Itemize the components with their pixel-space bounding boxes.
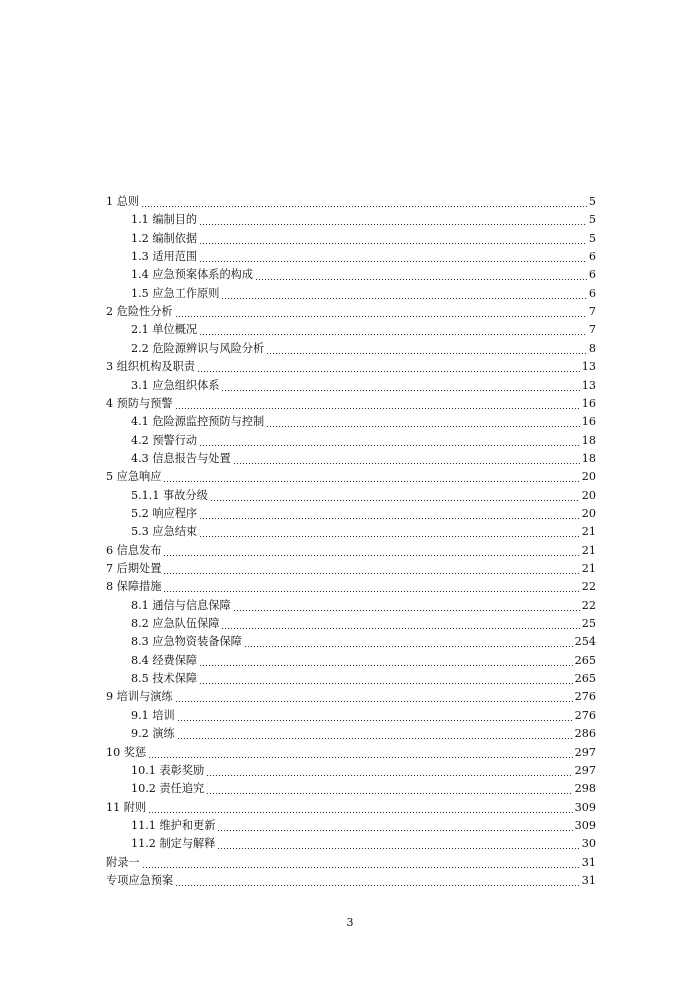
toc-entry-page: 286 <box>573 725 596 743</box>
toc-entry-title: 1.3 适用范围 <box>131 248 199 266</box>
page-number: 3 <box>346 916 354 929</box>
toc-entry-title: 专项应急预案 <box>106 872 175 890</box>
dot-leader <box>266 353 587 354</box>
dot-leader <box>163 481 579 482</box>
toc-entry-page: 13 <box>580 358 596 376</box>
dot-leader <box>148 812 572 813</box>
toc-entry-page: 13 <box>580 377 596 395</box>
toc-entry[interactable] <box>106 542 596 560</box>
toc-entry[interactable] <box>106 358 596 376</box>
toc-entry-page: 5 <box>587 230 596 248</box>
toc-entry-page: 20 <box>580 468 596 486</box>
toc-entry-title: 1.2 编制依据 <box>131 230 199 248</box>
toc-entry-page: 276 <box>573 688 596 706</box>
toc-entry-title: 7 后期处置 <box>106 560 163 578</box>
toc-entry[interactable] <box>131 835 596 853</box>
toc-entry-page: 18 <box>580 450 596 468</box>
toc-entry[interactable] <box>131 413 596 431</box>
toc-entry-title: 附录一 <box>106 854 142 872</box>
dot-leader <box>199 665 573 666</box>
toc-entry-page: 21 <box>580 560 596 578</box>
toc-entry-title: 8 保障措施 <box>106 578 163 596</box>
toc-entry[interactable] <box>106 744 596 762</box>
toc-entry-title: 11.2 制定与解释 <box>131 835 217 853</box>
dot-leader <box>177 720 573 721</box>
toc-entry[interactable] <box>131 633 596 651</box>
toc-entry[interactable] <box>131 211 596 229</box>
toc-entry[interactable] <box>131 285 596 303</box>
dot-leader <box>221 390 579 391</box>
toc-entry-page: 30 <box>580 835 596 853</box>
toc-entry-title: 10.2 责任追究 <box>131 780 206 798</box>
toc-entry-title: 1.1 编制目的 <box>131 211 199 229</box>
toc-entry-page: 21 <box>580 523 596 541</box>
dot-leader <box>233 463 580 464</box>
dot-leader <box>217 848 579 849</box>
toc-entry-title: 3 组织机构及职责 <box>106 358 197 376</box>
dot-leader <box>255 279 587 280</box>
toc-entry-page: 6 <box>587 285 596 303</box>
dot-leader <box>206 793 572 794</box>
toc-entry[interactable] <box>106 468 596 486</box>
toc-entry-title: 5 应急响应 <box>106 468 163 486</box>
toc-entry[interactable] <box>131 266 596 284</box>
toc-entry[interactable] <box>106 578 596 596</box>
toc-entry-title: 10.1 表彰奖励 <box>131 762 206 780</box>
dot-leader <box>233 610 580 611</box>
toc-entry[interactable] <box>106 395 596 413</box>
toc-entry-page: 276 <box>573 707 596 725</box>
dot-leader <box>221 628 579 629</box>
dot-leader <box>175 885 580 886</box>
toc-entry-title: 10 奖惩 <box>106 744 148 762</box>
toc-entry-title: 4.1 危险源监控预防与控制 <box>131 413 266 431</box>
toc-entry-page: 31 <box>580 872 596 890</box>
toc-entry-page: 5 <box>587 211 596 229</box>
dot-leader <box>163 573 579 574</box>
toc-entry-page: 5 <box>587 193 596 211</box>
dot-leader <box>199 445 580 446</box>
toc-entry-page: 297 <box>573 762 596 780</box>
toc-entry[interactable] <box>106 688 596 706</box>
dot-leader <box>244 646 573 647</box>
toc-entry-page: 22 <box>580 597 596 615</box>
toc-entry-page: 16 <box>580 395 596 413</box>
toc-entry[interactable] <box>106 854 596 872</box>
toc-entry[interactable] <box>131 487 596 505</box>
dot-leader <box>177 738 573 739</box>
toc-entry[interactable] <box>106 872 596 890</box>
dot-leader <box>148 757 572 758</box>
toc-entry-page: 20 <box>580 505 596 523</box>
toc-entry[interactable] <box>131 670 596 688</box>
toc-entry-page: 297 <box>573 744 596 762</box>
dot-leader <box>199 224 587 225</box>
dot-leader <box>199 536 580 537</box>
toc-entry-title: 8.3 应急物资装备保障 <box>131 633 244 651</box>
dot-leader <box>175 701 573 702</box>
toc-entry[interactable] <box>131 230 596 248</box>
toc-entry[interactable] <box>131 377 596 395</box>
toc-entry-title: 2.1 单位概况 <box>131 321 199 339</box>
toc-entry-title: 1 总则 <box>106 193 141 211</box>
dot-leader <box>163 591 579 592</box>
toc-entry[interactable] <box>131 340 596 358</box>
dot-leader <box>210 500 580 501</box>
toc-entry-title: 4 预防与预警 <box>106 395 175 413</box>
toc-entry-title: 8.5 技术保障 <box>131 670 199 688</box>
toc-entry-title: 11.1 维护和更新 <box>131 817 217 835</box>
dot-leader <box>163 555 579 556</box>
toc-entry-page: 254 <box>573 633 596 651</box>
dot-leader <box>217 830 572 831</box>
toc-entry-page: 21 <box>580 542 596 560</box>
toc-entry[interactable] <box>131 432 596 450</box>
toc-entry-title: 4.2 预警行动 <box>131 432 199 450</box>
dot-leader <box>142 867 580 868</box>
dot-leader <box>221 298 586 299</box>
toc-entry-title: 2.2 危险源辨识与风险分析 <box>131 340 266 358</box>
toc-entry-page: 31 <box>580 854 596 872</box>
dot-leader <box>199 518 580 519</box>
toc-entry-page: 20 <box>580 487 596 505</box>
toc-entry[interactable] <box>131 762 596 780</box>
toc-entry[interactable] <box>131 505 596 523</box>
toc-entry[interactable] <box>131 817 596 835</box>
toc-entry-page: 309 <box>573 799 596 817</box>
toc-entry-page: 16 <box>580 413 596 431</box>
toc-entry[interactable] <box>106 560 596 578</box>
toc-entry-page: 8 <box>587 340 596 358</box>
toc-entry[interactable] <box>131 450 596 468</box>
toc-entry[interactable] <box>131 248 596 266</box>
toc-entry[interactable] <box>106 303 596 321</box>
dot-leader <box>175 316 587 317</box>
toc-entry-page: 7 <box>587 321 596 339</box>
toc-entry[interactable] <box>131 523 596 541</box>
toc-entry-page: 25 <box>580 615 596 633</box>
toc-entry-page: 309 <box>573 817 596 835</box>
toc-entry-title: 4.3 信息报告与处置 <box>131 450 233 468</box>
toc-entry-page: 22 <box>580 578 596 596</box>
dot-leader <box>175 408 580 409</box>
dot-leader <box>141 206 587 207</box>
dot-leader <box>266 426 580 427</box>
toc-entry[interactable] <box>131 725 596 743</box>
toc-entry[interactable] <box>106 193 596 211</box>
toc-entry-title: 5.3 应急结束 <box>131 523 199 541</box>
toc-entry[interactable] <box>131 321 596 339</box>
dot-leader <box>199 261 587 262</box>
toc-entry-page: 18 <box>580 432 596 450</box>
toc-entry-title: 1.4 应急预案体系的构成 <box>131 266 255 284</box>
toc-entry[interactable] <box>131 780 596 798</box>
toc-entry-title: 8.4 经费保障 <box>131 652 199 670</box>
toc-entry[interactable] <box>131 652 596 670</box>
dot-leader <box>197 371 580 372</box>
toc-entry-title: 3.1 应急组织体系 <box>131 377 221 395</box>
dot-leader <box>199 683 573 684</box>
toc-entry[interactable] <box>131 597 596 615</box>
dot-leader <box>199 334 587 335</box>
toc-entry-title: 9.1 培训 <box>131 707 177 725</box>
toc-entry-title: 8.1 通信与信息保障 <box>131 597 233 615</box>
dot-leader <box>206 775 572 776</box>
toc-entry[interactable] <box>106 799 596 817</box>
toc-entry-page: 265 <box>573 652 596 670</box>
toc-entry-title: 2 危险性分析 <box>106 303 175 321</box>
toc-entry-page: 6 <box>587 266 596 284</box>
toc-entry[interactable] <box>131 615 596 633</box>
toc-entry-title: 5.2 响应程序 <box>131 505 199 523</box>
toc-entry-title: 8.2 应急队伍保障 <box>131 615 221 633</box>
toc-entry-title: 9 培训与演练 <box>106 688 175 706</box>
toc-entry-title: 6 信息发布 <box>106 542 163 560</box>
toc-entry-page: 265 <box>573 670 596 688</box>
toc-entry-page: 298 <box>573 780 596 798</box>
toc-entry-title: 9.2 演练 <box>131 725 177 743</box>
toc-entry-title: 1.5 应急工作原则 <box>131 285 221 303</box>
toc-entry[interactable] <box>131 707 596 725</box>
toc-entry-page: 7 <box>587 303 596 321</box>
dot-leader <box>199 243 587 244</box>
toc-entry-title: 5.1.1 事故分级 <box>131 487 210 505</box>
toc-entry-title: 11 附则 <box>106 799 148 817</box>
toc-entry-page: 6 <box>587 248 596 266</box>
